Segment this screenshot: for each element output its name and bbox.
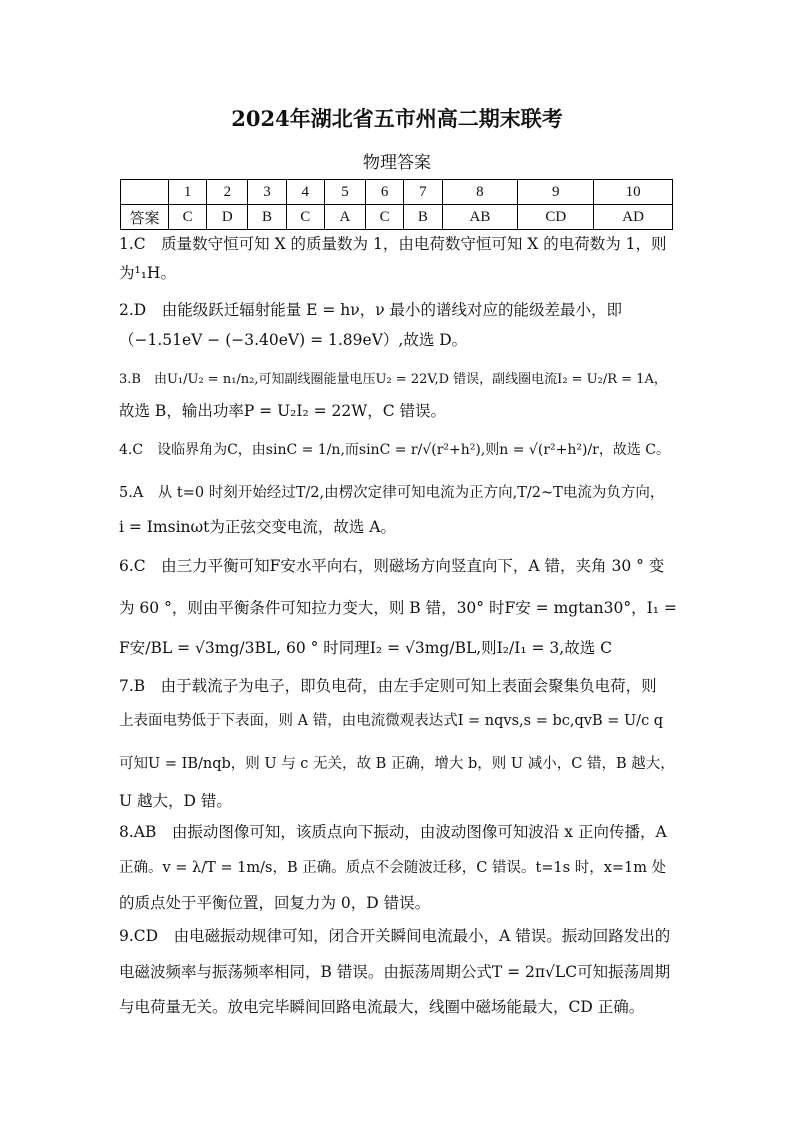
question-number-cell: 7: [404, 180, 442, 205]
answer-9-line-3: 与电荷量无关。放电完毕瞬间回路电流最大，线圈中磁场能最大，CD 正确。: [119, 998, 645, 1016]
question-number-cell: 2: [207, 180, 248, 205]
answer-cell: CD: [518, 205, 594, 230]
answer-4-line-1: 4.C 设临界角为C，由sinC = 1/n,而sinC = r/√(r²+h²),则n = √(r²+h²)/r，故选 C。: [119, 442, 671, 458]
answer-8-line-1: 8.AB 由振动图像可知，该质点向下振动，由波动图像可知波沿 x 正向传播，A: [119, 823, 667, 841]
answer-table-header-row: [121, 180, 673, 205]
question-number-cell: 5: [324, 180, 365, 205]
answer-9-line-2: 电磁波频率与振荡频率相同，B 错误。由振荡周期公式T = 2π√LC可知振荡周期: [119, 963, 671, 981]
answer-cell: AB: [442, 205, 518, 230]
answer-row-label: 答案: [121, 205, 169, 230]
question-number-cell: 4: [286, 180, 324, 205]
answer-cell: AD: [594, 205, 673, 230]
answer-8-line-2: 正确。v = λ/T = 1m/s，B 正确。质点不会随波迁移，C 错误。t=1s 时，x=1m 处: [119, 860, 667, 876]
answer-1-line-2: 为¹₁H。: [119, 264, 176, 282]
answer-7-line-2: 上表面电势低于下表面，则 A 错，由电流微观表达式I = nqvs,s = bc,qvB = U/c q: [119, 713, 664, 729]
table-corner-cell: [121, 180, 169, 205]
answer-cell: D: [207, 205, 248, 230]
answer-cell: C: [286, 205, 324, 230]
answer-cell: C: [366, 205, 404, 230]
answer-8-line-3: 的质点处于平衡位置，回复力为 0，D 错误。: [119, 894, 431, 912]
answer-7-line-1: 7.B 由于载流子为电子，即负电荷，由左手定则可知上表面会聚集负电荷，则: [119, 677, 657, 695]
answer-2-line-2: （−1.51eV − (−3.40eV) = 1.89eV）,故选 D。: [119, 331, 468, 349]
answer-cell: C: [169, 205, 207, 230]
answer-7-line-4: U 越大，D 错。: [119, 792, 232, 810]
question-number-cell: 10: [594, 180, 673, 205]
answer-2-line-1: 2.D 由能级跃迁辐射能量 E = hν，ν 最小的谱线对应的能级差最小，即: [119, 301, 623, 319]
question-number-cell: 6: [366, 180, 404, 205]
question-number-cell: 9: [518, 180, 594, 205]
answer-3-line-2: 故选 B，输出功率P = U₂I₂ = 22W，C 错误。: [119, 402, 446, 420]
answer-5-line-1: 5.A 从 t=0 时刻开始经过T/2,由楞次定律可知电流为正方向,T/2~T电流为负方向，: [119, 485, 665, 501]
answer-7-line-3: 可知U = IB/nqb，则 U 与 c 无关，故 B 正确，增大 b，则 U 减小，C 错，B 越大，: [119, 756, 675, 772]
answer-cell: B: [248, 205, 286, 230]
answer-cell: A: [324, 205, 365, 230]
answer-6-line-2: 为 60 °，则由平衡条件可知拉力变大，则 B 错，30° 时F安 = mgtan30°，I₁ =: [119, 599, 677, 617]
page-title: 2024年湖北省五市州高二期末联考: [231, 106, 563, 131]
page-subtitle: 物理答案: [363, 153, 431, 173]
answer-6-line-1: 6.C 由三力平衡可知F安水平向右，则磁场方向竖直向下，A 错，夹角 30 ° 变: [119, 557, 665, 575]
question-number-cell: 1: [169, 180, 207, 205]
answer-table: [120, 179, 673, 230]
answer-6-line-3: F安/BL = √3mg/3BL, 60 ° 时同理I₂ = √3mg/BL,则I₂/I₁ = 3,故选 C: [119, 639, 612, 657]
answer-1-line-1: 1.C 质量数守恒可知 X 的质量数为 1，由电荷数守恒可知 X 的电荷数为 1，则: [119, 235, 667, 253]
question-number-cell: 8: [442, 180, 518, 205]
question-number-cell: 3: [248, 180, 286, 205]
answer-table-answer-row: [121, 205, 673, 230]
answer-cell: B: [404, 205, 442, 230]
answer-5-line-2: i = Imsinωt为正弦交变电流，故选 A。: [119, 518, 397, 536]
answer-3-line-1: 3.B 由U₁/U₂ = n₁/n₂,可知副线圈能量电压U₂ = 22V,D 错误，副线圈电流I₂ = U₂/R = 1A，: [119, 372, 667, 387]
answer-9-line-1: 9.CD 由电磁振动规律可知，闭合开关瞬间电流最小，A 错误。振动回路发出的: [119, 927, 671, 945]
